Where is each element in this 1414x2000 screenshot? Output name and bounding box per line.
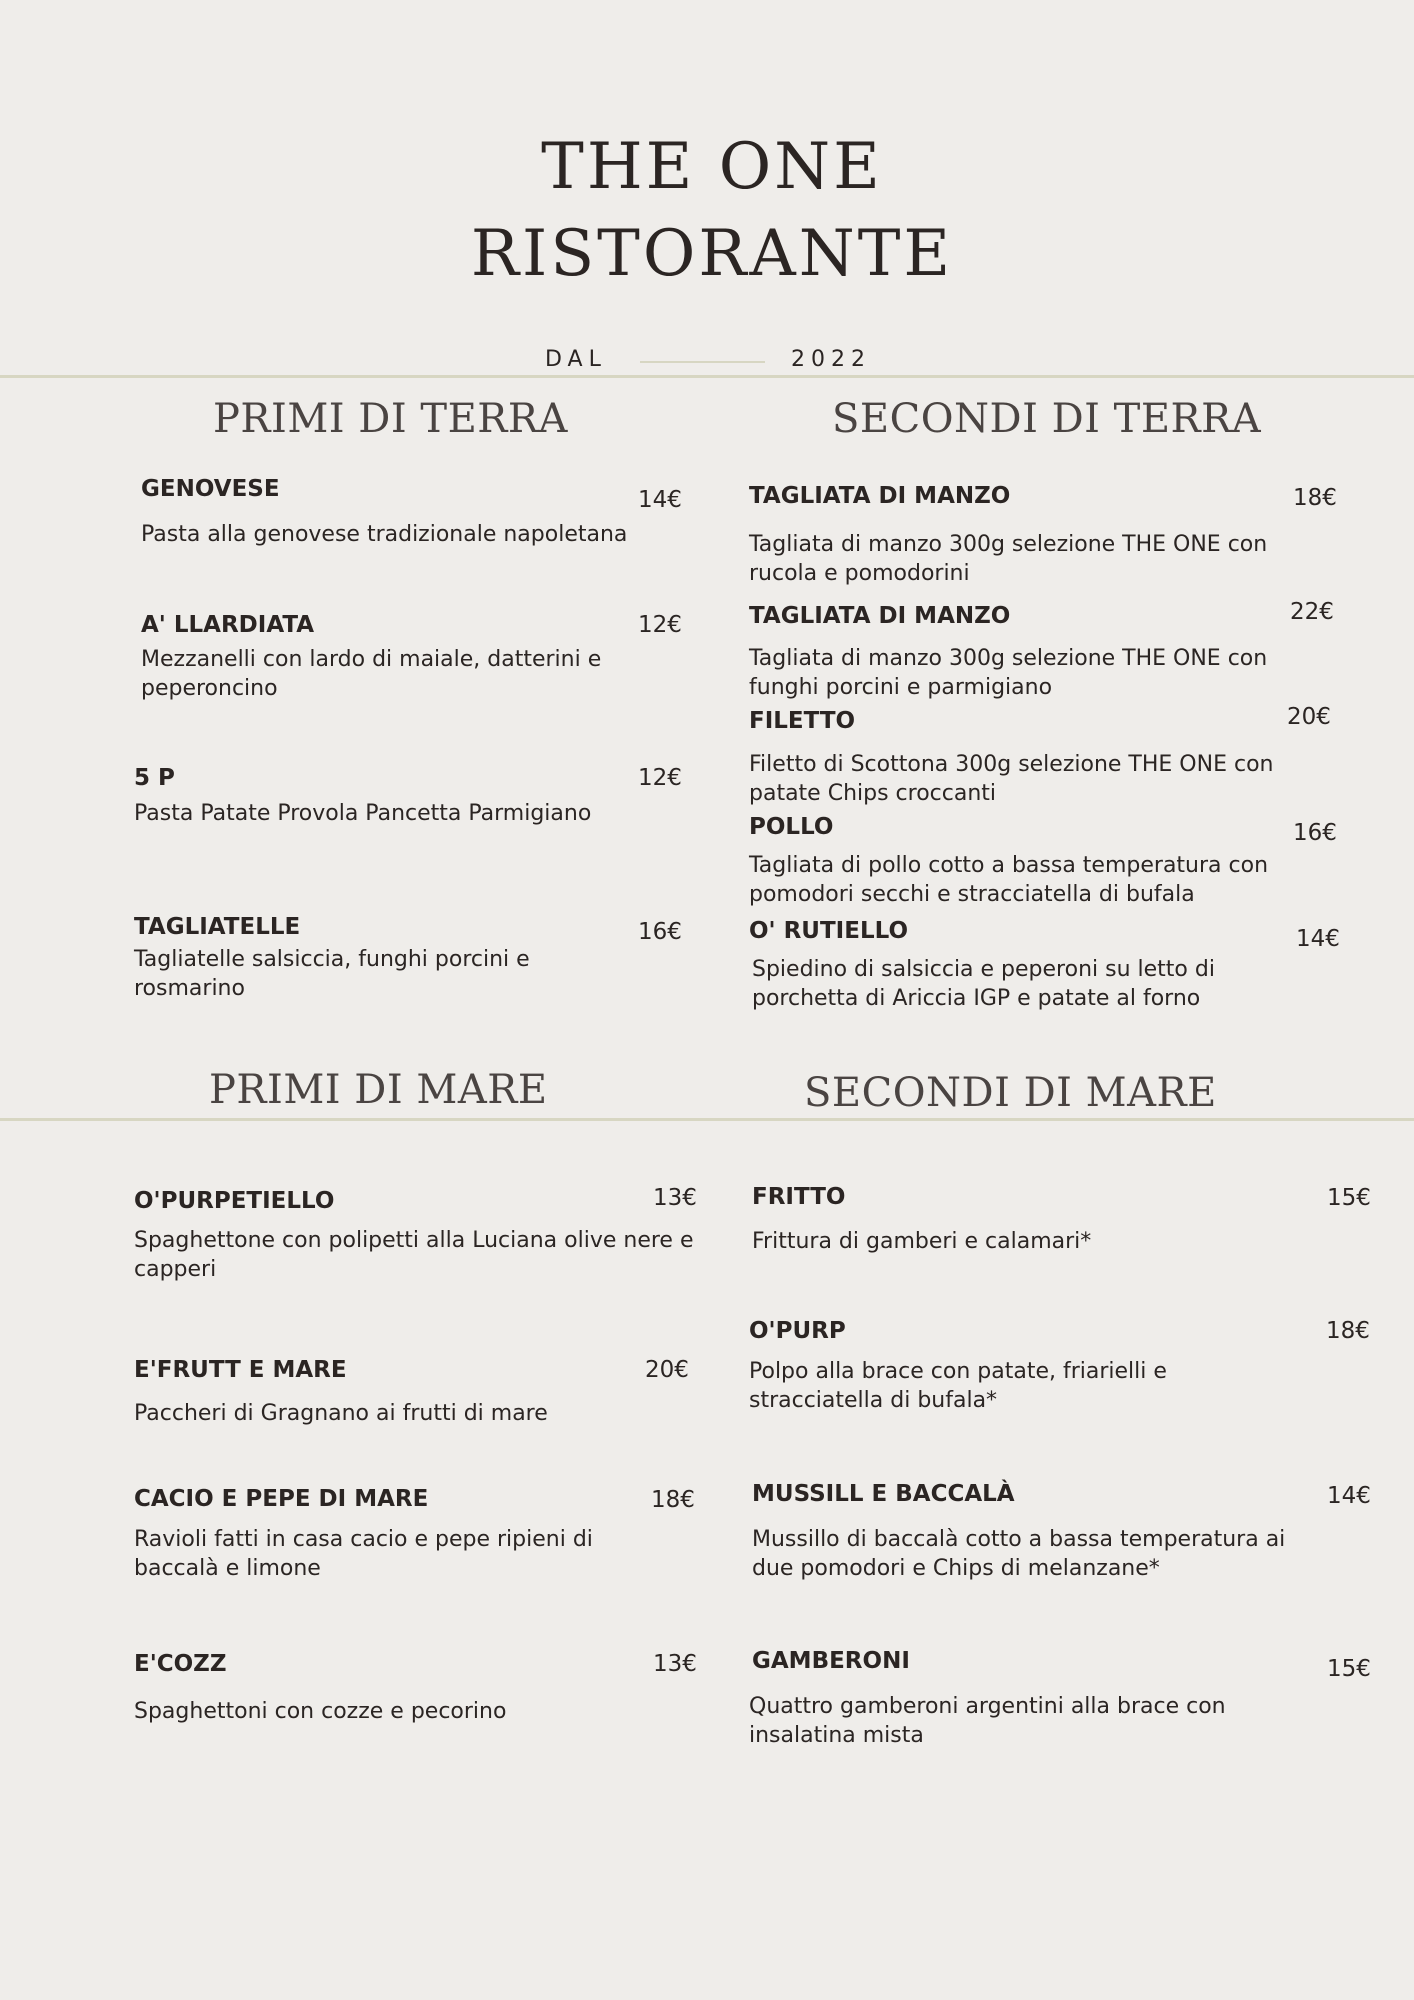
dish-description: Paccheri di Gragnano ai frutti di mare bbox=[134, 1401, 548, 1426]
dish-name: A' LLARDIATA bbox=[141, 612, 315, 638]
dish-name: POLLO bbox=[749, 814, 834, 840]
dish-name: CACIO E PEPE DI MARE bbox=[134, 1486, 429, 1512]
since-year: 2022 bbox=[791, 347, 871, 372]
dish-price: 18€ bbox=[1293, 485, 1337, 511]
dish-name: MUSSILL E BACCALÀ bbox=[752, 1481, 1015, 1507]
dish-price: 14€ bbox=[638, 487, 682, 513]
dish-name: TAGLIATA DI MANZO bbox=[749, 603, 1011, 629]
since-label: DAL bbox=[545, 347, 607, 372]
dish-name: O'PURP bbox=[749, 1318, 846, 1344]
dish-name: GENOVESE bbox=[141, 476, 280, 502]
dish-price: 15€ bbox=[1327, 1185, 1371, 1211]
dish-price: 13€ bbox=[653, 1185, 697, 1211]
dish-name: 5 P bbox=[134, 765, 175, 791]
dish-price: 16€ bbox=[638, 919, 682, 945]
primi-mare-title: PRIMI DI MARE bbox=[209, 1067, 548, 1113]
mare-divider bbox=[0, 1118, 1414, 1121]
top-divider bbox=[0, 375, 1414, 378]
since-divider bbox=[640, 361, 765, 363]
dish-price: 16€ bbox=[1293, 820, 1337, 846]
secondi-terra-title: SECONDI DI TERRA bbox=[832, 396, 1262, 442]
dish-description: Polpo alla brace con patate, friarielli e stracciatella di bufala* bbox=[749, 1359, 1167, 1413]
dish-name: FRITTO bbox=[752, 1184, 846, 1210]
dish-name: O'PURPETIELLO bbox=[134, 1188, 335, 1214]
restaurant-name-line2: RISTORANTE bbox=[470, 217, 954, 291]
dish-description: Tagliata di manzo 300g selezione THE ONE con funghi porcini e parmigiano bbox=[749, 646, 1268, 700]
dish-description: Spaghettone con polipetti alla Luciana olive nere e capperi bbox=[134, 1228, 694, 1282]
dish-name: E'COZZ bbox=[134, 1651, 227, 1677]
dish-name: FILETTO bbox=[749, 708, 856, 734]
primi-terra-title: PRIMI DI TERRA bbox=[213, 396, 568, 442]
dish-description: Mezzanelli con lardo di maiale, datterini e peperoncino bbox=[141, 647, 602, 701]
dish-price: 18€ bbox=[651, 1487, 695, 1513]
dish-price: 12€ bbox=[638, 765, 682, 791]
dish-name: GAMBERONI bbox=[752, 1648, 910, 1674]
dish-description: Tagliata di manzo 300g selezione THE ONE con rucola e pomodorini bbox=[749, 532, 1268, 586]
dish-name: E'FRUTT E MARE bbox=[134, 1357, 347, 1383]
restaurant-name-line1: THE ONE bbox=[541, 130, 883, 204]
dish-description: Spaghettoni con cozze e pecorino bbox=[134, 1699, 507, 1724]
dish-description: Tagliata di pollo cotto a bassa temperatura con pomodori secchi e stracciatella di bufala bbox=[749, 853, 1269, 907]
dish-price: 14€ bbox=[1327, 1483, 1371, 1509]
dish-description: Quattro gamberoni argentini alla brace con insalatina mista bbox=[749, 1694, 1226, 1748]
dish-description: Frittura di gamberi e calamari* bbox=[752, 1229, 1092, 1254]
dish-name: TAGLIATA DI MANZO bbox=[749, 483, 1011, 509]
dish-price: 22€ bbox=[1290, 599, 1334, 625]
dish-description: Tagliatelle salsiccia, funghi porcini e rosmarino bbox=[134, 947, 530, 1001]
dish-description: Pasta Patate Provola Pancetta Parmigiano bbox=[134, 801, 592, 826]
dish-name: O' RUTIELLO bbox=[749, 918, 908, 944]
secondi-mare-title: SECONDI DI MARE bbox=[804, 1070, 1217, 1116]
dish-description: Ravioli fatti in casa cacio e pepe ripieni di baccalà e limone bbox=[134, 1527, 593, 1581]
dish-price: 13€ bbox=[653, 1651, 697, 1677]
dish-price: 12€ bbox=[638, 612, 682, 638]
dish-description: Mussillo di baccalà cotto a bassa temperatura ai due pomodori e Chips di melanzane* bbox=[752, 1527, 1286, 1581]
dish-price: 18€ bbox=[1326, 1318, 1370, 1344]
dish-price: 14€ bbox=[1296, 926, 1340, 952]
dish-description: Spiedino di salsiccia e peperoni su letto di porchetta di Ariccia IGP e patate al forno bbox=[752, 957, 1215, 1011]
dish-price: 15€ bbox=[1327, 1656, 1371, 1682]
dish-description: Filetto di Scottona 300g selezione THE ONE con patate Chips croccanti bbox=[749, 752, 1274, 806]
dish-description: Pasta alla genovese tradizionale napoletana bbox=[141, 522, 628, 547]
dish-price: 20€ bbox=[1287, 704, 1331, 730]
dish-price: 20€ bbox=[645, 1357, 689, 1383]
dish-name: TAGLIATELLE bbox=[134, 914, 301, 940]
